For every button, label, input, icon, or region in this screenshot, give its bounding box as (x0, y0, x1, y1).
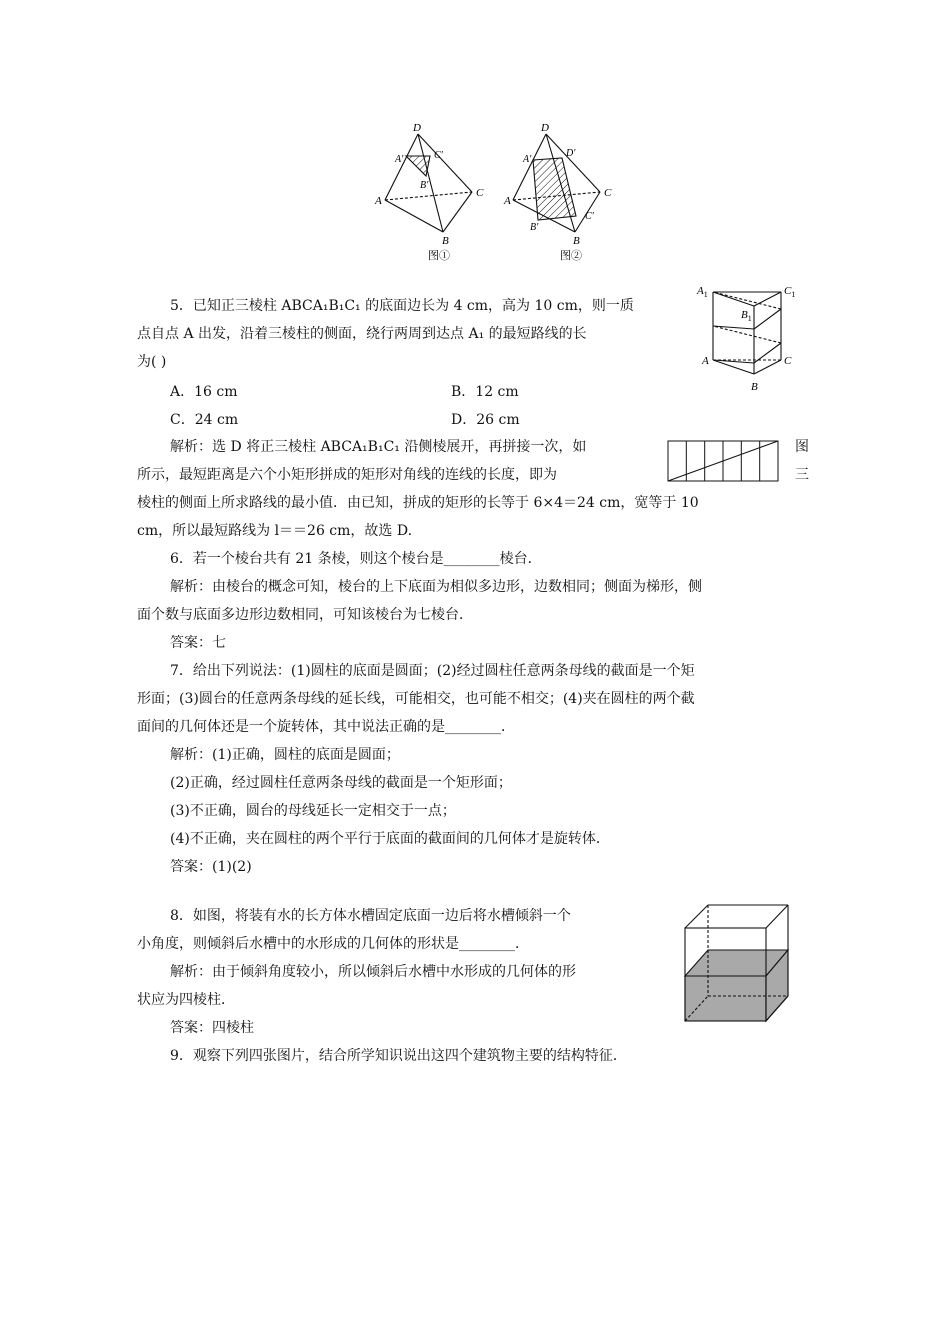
q6-line-1: 6．若一个棱台共有 21 条棱，则这个棱台是________棱台． (170, 551, 542, 567)
q6-solution-line-1: 解析：由棱台的概念可知，棱台的上下底面为相似多边形，边数相同；侧面为梯形，侧 (170, 579, 702, 595)
triangular-prism-figure (695, 278, 810, 400)
unfolded-rectangle-figure (667, 440, 781, 484)
label-b-1: B (442, 235, 449, 247)
water-front (685, 976, 766, 1021)
label-a1: $A_1$ (697, 285, 708, 299)
q8-solution-line-1: 解析：由于倾斜角度较小，所以倾斜后水槽中水形成的几何体的形 (170, 964, 576, 980)
water-tank-figure (680, 902, 795, 1024)
label-c-2: C (604, 187, 612, 199)
q8-solution-line-2: 状应为四棱柱． (137, 992, 235, 1008)
q7-answer: 答案：(1)(2) (170, 859, 252, 875)
q9-line-1: 9．观察下列四张图片，结合所学知识说出这四个建筑物主要的结构特征． (170, 1048, 627, 1064)
label-d-2: D (541, 122, 549, 134)
q8-line-1: 8．如图，将装有水的长方体水槽固定底面一边后将水槽倾斜一个 (170, 908, 571, 924)
label-a-2: A (504, 195, 511, 207)
label-c-prime-1: C′ (434, 150, 443, 161)
label-b: B (751, 381, 758, 393)
tetrahedron-figures (370, 120, 610, 265)
q5-solution-line-4: cm，所以最短路线为 l＝＝26 cm，故选 D. (137, 523, 413, 539)
label-c1: $C_1$ (784, 285, 796, 299)
q5-option-a: A．16 cm (170, 384, 238, 400)
label-d-prime-2: D′ (566, 148, 576, 159)
q7-solution-1: 解析：(1)正确，圆柱的底面是圆面； (170, 747, 400, 763)
label-b-2: B (573, 235, 580, 247)
q7-solution-2: (2)正确，经过圆柱任意两条母线的截面是一个矩形面； (170, 775, 512, 791)
q6-solution-line-2: 面个数与底面多边形边数相同，可知该棱台为七棱台． (137, 607, 473, 623)
q5-option-b: B．12 cm (451, 384, 519, 400)
q5-solution-line-2: 所示，最短距离是六个小矩形拼成的矩形对角线的连线的长度，即为 (137, 467, 557, 483)
q5-line-3: 为( ) (137, 354, 167, 370)
label-c-prime-2: C′ (585, 211, 594, 222)
q7-line-3: 面间的几何体还是一个旋转体，其中说法正确的是________． (137, 719, 515, 735)
q5-line-2: 点自点 A 出发，沿着三棱柱的侧面，绕行两周到达点 A₁ 的最短路线的长 (137, 326, 587, 342)
q5-option-c: C．24 cm (170, 412, 239, 428)
label-a-prime-2: A′ (523, 154, 532, 165)
figure-2-caption: 图② (560, 250, 582, 262)
label-b-prime-2: B′ (530, 222, 539, 233)
q5-solution-tail-2: 三 (795, 467, 809, 483)
section-hatch-2 (533, 158, 576, 220)
label-d-1: D (413, 122, 421, 134)
q7-line-2: 形面；(3)圆台的任意两条母线的延长线，可能相交，也可能不相交；(4)夹在圆柱的两个截 (137, 691, 695, 707)
label-b-prime-1: B′ (420, 180, 429, 191)
figure-1-caption: 图① (428, 250, 450, 262)
q5-solution-tail-1: 图 (795, 439, 809, 455)
label-c-1: C (476, 187, 484, 199)
label-a: A (702, 355, 709, 367)
q8-line-2: 小角度，则倾斜后水槽中的水形成的几何体的形状是________． (137, 936, 529, 952)
label-c: C (784, 355, 792, 367)
q7-solution-4: (4)不正确，夹在圆柱的两个平行于底面的截面间的几何体才是旋转体． (170, 831, 610, 847)
q7-solution-3: (3)不正确，圆台的母线延长一定相交于一点； (170, 803, 456, 819)
q5-solution-line-1: 解析：选 D 将正三棱柱 ABCA₁B₁C₁ 沿侧棱展开，再拼接一次，如 (170, 439, 587, 455)
q5-option-d: D．26 cm (451, 412, 520, 428)
label-a-1: A (375, 195, 382, 207)
figure-1 (385, 134, 472, 232)
q6-answer: 答案：七 (170, 635, 226, 651)
label-b1: $B_1$ (741, 309, 752, 323)
q5-line-1: 5．已知正三棱柱 ABCA₁B₁C₁ 的底面边长为 4 cm，高为 10 cm，则一质 (170, 298, 634, 314)
label-a-prime-1: A′ (395, 154, 404, 165)
q8-answer: 答案：四棱柱 (170, 1020, 254, 1036)
q7-line-1: 7．给出下列说法：(1)圆柱的底面是圆面；(2)经过圆柱任意两条母线的截面是一个矩 (170, 663, 695, 679)
q5-solution-line-3: 棱柱的侧面上所求路线的最小值．由已知，拼成的矩形的长等于 6×4＝24 cm，宽等于 10 (137, 495, 699, 511)
